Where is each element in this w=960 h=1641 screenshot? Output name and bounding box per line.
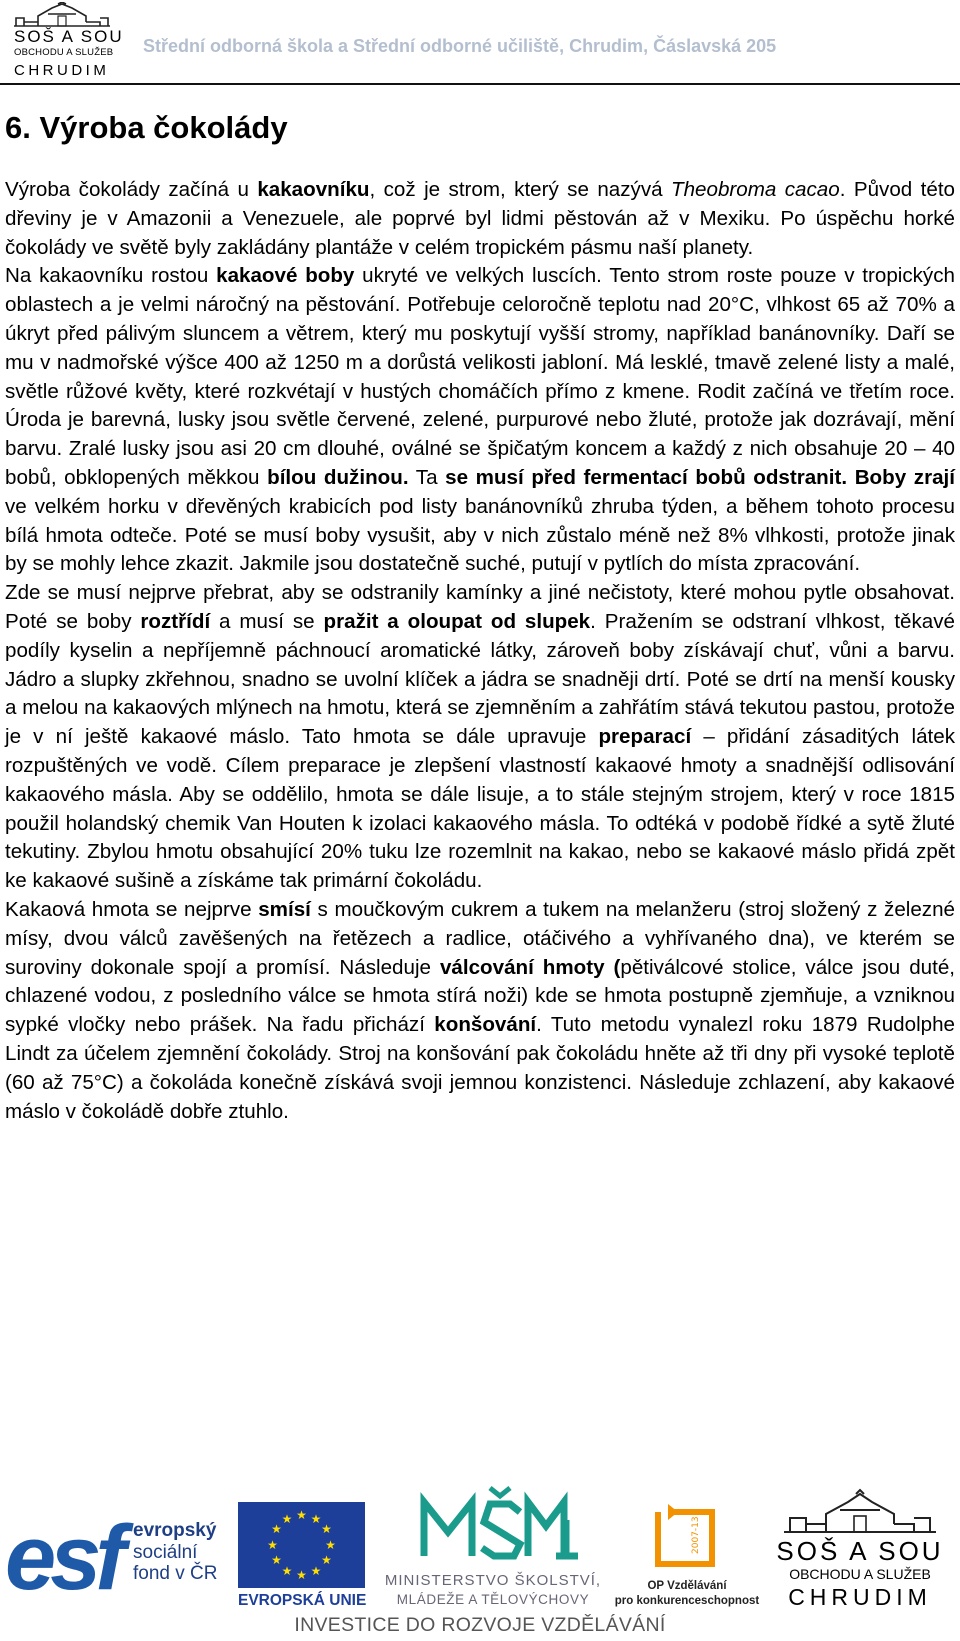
logo-line-2: OBCHODU A SLUŽEB <box>14 47 114 58</box>
svg-text:★: ★ <box>321 1553 332 1567</box>
svg-text:★: ★ <box>310 1564 322 1578</box>
svg-text:★: ★ <box>321 1522 332 1536</box>
esf-logo <box>5 1494 223 1612</box>
msmt-caption-2: MLÁDEŽE A TĚLOVÝCHOVY <box>396 1592 590 1607</box>
esf-line-2: sociální <box>133 1542 198 1563</box>
op-emblem-icon <box>612 1502 762 1576</box>
paragraph-4: Kakaová hmota se nejprve smísí s moučkovým cukrem a tukem na melanžeru (stroj složený z železné mísy, dvou válců zavěšených na řetězech a radlice, otáčivého a vyhřívaného dna), ve kterém se suroviny dokonale spojí a promísí. Následuje válcování hmoty (pětiválcové stolice, válce jsou duté, chlazené vodou, z posledního válce se hmota stírá noži) kde se hmota postupně zjemňuje, a vzniknou sypké vločky nebo prášek. Na řadu přichází konšování. Tuto metodu vynalezl roku 1879 Rudolphe Lindt za účelem zjemnění čokolády. Stroj na konšování pak čokoládu hněte až tři dny při vysoké teplotě (60 až 75°C) a čokoláda konečně získává svoji jemnou konzistenci. Následuje zchlazení, aby kakaové máslo v čokoládě dobře ztuhlo. <box>5 897 956 1123</box>
school-name: Střední odborná škola a Střední odborné učiliště, Chrudim, Čáslavská 205 <box>143 36 777 56</box>
building-icon <box>770 1488 950 1534</box>
svg-text:★: ★ <box>296 1508 307 1522</box>
svg-text:★: ★ <box>281 1512 293 1526</box>
footer-logo-line-1: SOŠ A SOU <box>776 1536 944 1566</box>
italic-term: Theobroma cacao <box>671 178 840 201</box>
msmt-logo <box>378 1486 608 1616</box>
page-header <box>0 0 960 86</box>
msmt-caption-1: MINISTERSTVO ŠKOLSTVÍ, <box>384 1572 602 1589</box>
bold-term: válcování hmoty ( <box>439 955 621 979</box>
footer-logo-line-3: CHRUDIM <box>788 1584 932 1610</box>
school-logo <box>6 2 124 82</box>
esf-line-3: fond v ČR <box>133 1563 218 1584</box>
paragraph-1: Výroba čokolády začíná u kakaovníku, což je strom, který se nazývá Theobroma cacao. Původ této dřeviny je v Amazonii a Venezuele, ale poprvé byl lidmi pěstován až v Mexiku. Po úspěchu horké čokolády ve světě byly zakládány plantáže v celém tropickém pásmu naší planety. <box>5 178 955 259</box>
header-rule <box>0 83 960 85</box>
bold-term: konšování <box>434 1013 537 1037</box>
esf-line-1: evropský <box>133 1520 217 1541</box>
page-title: 6. Výroba čokolády <box>5 110 288 145</box>
svg-text:★: ★ <box>296 1568 307 1582</box>
op-logo <box>612 1502 762 1622</box>
eu-caption: EVROPSKÁ UNIE <box>238 1592 367 1609</box>
page-footer <box>0 1480 960 1641</box>
bold-term: roztřídí <box>140 609 211 633</box>
eu-flag-icon <box>238 1502 365 1588</box>
paragraph-2: Na kakaovníku rostou kakaové boby ukryté ve velkých luscích. Tento strom roste pouze v tropických oblastech a je velmi náročný na pěstování. Potřebuje celoročně teplotu nad 20°C, vlhkost 65 až 70% a úkryt před pálivým sluncem a větrem, který mu poskytují vyšší stromy, například banánovníky. Daří se mu v nadmořské výšce 400 až 1250 m a dorůstá velikosti jabloní. Má lesklé, tmavě zelené listy a malé, světle růžové květy, které rozkvétají v hustých chomáčích přímo z kmene. Rodit začíná ve třetím roce. Úroda je barevná, lusky jsou světle červené, zelené, purpurové nebo žluté, protože jak dozrávají, mění barvu. Zralé lusky jsou asi 20 cm dlouhé, oválné se špičatým koncem a každý z nich obsahuje 20 – 40 bobů, obklopených měkkou bílou dužinou. Ta se musí před fermentací bobů odstranit. Boby zrají ve velkém horku v dřevěných krabicích pod listy banánovníků zhruba týden, a během tohoto procesu bílá hmota odteče. Poté se musí boby vysušit, aby v nich zůstalo méně než 8% vlhkosti, protože jinak by se mohly lehce zkazit. Jakmile jsou dostatečně suché, putují v pytlích do místa zpracování. <box>5 264 955 576</box>
bold-term: kakaovníku <box>257 178 370 201</box>
svg-text:★: ★ <box>325 1538 336 1552</box>
bold-term: preparací <box>598 725 692 749</box>
bold-term: bílou dužinou. <box>267 465 409 489</box>
logo-line-3: CHRUDIM <box>14 62 110 79</box>
svg-text:★: ★ <box>271 1553 282 1567</box>
paragraph-3: Zde se musí nejprve přebrat, aby se odstranily kamínky a jiné nečistoty, které mohou pytle obsahovat. Poté se boby roztřídí a musí se pražit a oloupat od slupek. Pražením se odstraní vlhkost, těkavé podíly kyselin a nepříjemně páchnoucí aromatické látky, zároveň boby získávají chuť, vůni a barvu. Jádro a slupky zkřehnou, snadno se uvolní klíček a jádra se snadněji drtí. Poté se drtí na menší kousky a melou na kakaových mlýnech na hmotu, která se zjemněním a zahřátím stává tekutou pastou, protože je v ní ještě kakaové máslo. Tato hmota se dále upravuje preparací – přidání zásaditých látek rozpuštěných ve vodě. Cílem preparace je zlepšení vlastností kakaové hmoty a snadnější odlisování kakaového másla. Aby se oddělilo, hmota se dále lisuje, a to stále stejným strojem, který v roce 1815 použil holandský chemik Van Houten k izolaci kakaového másla. To odtéká v podobě řídké a sytě žluté tekutiny. Zbylou hmotu obsahující 20% tuku lze rozemlnit na kakao, nebo se kakaové máslo přidá zpět ke kakaové sušině a získáme tak primární čokoládu. <box>5 581 956 893</box>
msmt-emblem-icon <box>378 1486 608 1570</box>
bold-term: Boby zrají <box>854 465 955 489</box>
op-caption-2: pro konkurenceschopnost <box>614 1595 760 1607</box>
school-logo-footer <box>770 1486 950 1616</box>
svg-text:★: ★ <box>267 1538 278 1552</box>
svg-text:★: ★ <box>310 1512 322 1526</box>
bold-term: kakaové boby <box>216 264 355 288</box>
svg-text:★: ★ <box>271 1522 282 1536</box>
op-caption-1: OP Vzdělávání <box>647 1580 727 1592</box>
bold-term: smísí <box>258 897 311 921</box>
eu-logo <box>238 1502 365 1612</box>
op-years: 2007-13 <box>691 1516 701 1554</box>
svg-text:★: ★ <box>281 1564 293 1578</box>
footer-slogan: INVESTICE DO ROZVOJE VZDĚLÁVÁNÍ <box>294 1614 666 1636</box>
building-icon <box>12 2 112 28</box>
logo-line-1: SOŠ A SOU <box>14 27 124 46</box>
bold-term: se musí před fermentací bobů odstranit. <box>445 465 848 489</box>
esf-wordmark: esf <box>5 1507 120 1609</box>
bold-term: pražit a oloupat od slupek <box>323 609 591 633</box>
footer-logo-line-2: OBCHODU A SLUŽEB <box>789 1566 931 1582</box>
document-body <box>5 176 955 1126</box>
